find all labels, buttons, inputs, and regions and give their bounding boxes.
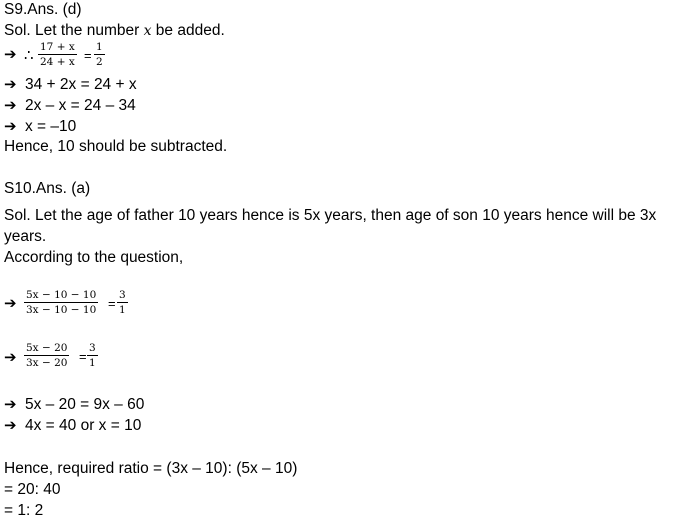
- right-arrow-icon: ➔: [4, 96, 17, 114]
- equals-sign: =: [79, 349, 87, 364]
- s9-conclusion: Hence, 10 should be subtracted.: [4, 138, 228, 155]
- s9-step-2: [4, 74, 137, 95]
- s10-answer-heading: S10.Ans. (a): [4, 180, 91, 197]
- s10-ratio-line-1: Hence, required ratio = (3x – 10): (5x – 10): [4, 460, 298, 477]
- fraction-bar: [38, 54, 77, 55]
- s10-fraction-2-rhs: [87, 342, 98, 369]
- s9-fraction-lhs-denominator: 24 + x: [40, 56, 75, 68]
- s9-answer-heading: S9.Ans. (d): [4, 1, 82, 18]
- right-arrow-icon: ➔: [4, 294, 17, 312]
- fraction-bar: [24, 355, 69, 356]
- s10-solution-line-1: Sol. Let the age of father 10 years hence is 5x years, then age of son 10 years hence will be 3x: [4, 207, 657, 224]
- s9-step-4: [4, 116, 76, 137]
- s10-fraction-1-rhs-denominator: 1: [119, 304, 126, 316]
- s10-fraction-2-rhs-denominator: 1: [89, 357, 96, 369]
- s10-fraction-2-numerator: 5x − 20: [26, 342, 68, 354]
- s9-fraction-rhs-denominator: 2: [96, 56, 103, 68]
- right-arrow-icon: ➔: [4, 416, 17, 434]
- s10-fraction-1-denominator: 3x − 10 − 10: [26, 304, 97, 316]
- s9-solution-intro: [4, 21, 225, 41]
- s9-step-4-text: x = –10: [25, 118, 77, 135]
- right-arrow-icon: ➔: [4, 45, 17, 63]
- right-arrow-icon: ➔: [4, 117, 17, 135]
- fraction-bar: [94, 54, 105, 55]
- fraction-bar: [117, 302, 128, 303]
- s10-step-4-text: 4x = 40 or x = 10: [25, 417, 142, 434]
- s9-fraction-lhs: [38, 41, 77, 68]
- s10-step-3-text: 5x – 20 = 9x – 60: [25, 396, 145, 413]
- s9-fraction-lhs-numerator: 17 + x: [40, 41, 75, 53]
- therefore-symbol: ∴: [24, 47, 34, 64]
- equals-sign: =: [108, 296, 116, 311]
- right-arrow-icon: ➔: [4, 75, 17, 93]
- s9-step-3: [4, 95, 136, 116]
- s9-fraction-rhs-numerator: 1: [96, 41, 103, 53]
- s10-according: According to the question,: [4, 249, 184, 266]
- s10-step-4: [4, 415, 141, 436]
- s10-step-3: [4, 394, 144, 415]
- right-arrow-icon: ➔: [4, 395, 17, 413]
- fraction-bar: [87, 355, 98, 356]
- s9-var-x: x: [143, 23, 152, 39]
- s10-fraction-1-rhs-numerator: 3: [119, 289, 126, 301]
- s9-fraction-rhs: [94, 41, 105, 68]
- s10-fraction-2-denominator: 3x − 20: [26, 357, 68, 369]
- s9-sol-text-a: Sol. Let the number: [4, 22, 144, 39]
- s9-step-3-text: 2x – x = 24 – 34: [25, 97, 136, 114]
- s9-step-2-text: 34 + 2x = 24 + x: [25, 76, 137, 93]
- s10-fraction-1-numerator: 5x − 10 − 10: [26, 289, 97, 301]
- right-arrow-icon: ➔: [4, 348, 17, 366]
- s10-fraction-2-rhs-numerator: 3: [89, 342, 96, 354]
- equals-sign: =: [84, 48, 92, 63]
- s10-fraction-2-lhs: [24, 342, 69, 369]
- s10-solution-line-2: years.: [4, 228, 47, 245]
- s10-ratio-line-3: = 1: 2: [4, 502, 44, 519]
- s10-ratio-line-2: = 20: 40: [4, 481, 61, 498]
- s9-sol-text-b: be added.: [151, 22, 225, 39]
- fraction-bar: [24, 302, 98, 303]
- s10-fraction-1-lhs: [24, 289, 98, 316]
- s10-fraction-1-rhs: [117, 289, 128, 316]
